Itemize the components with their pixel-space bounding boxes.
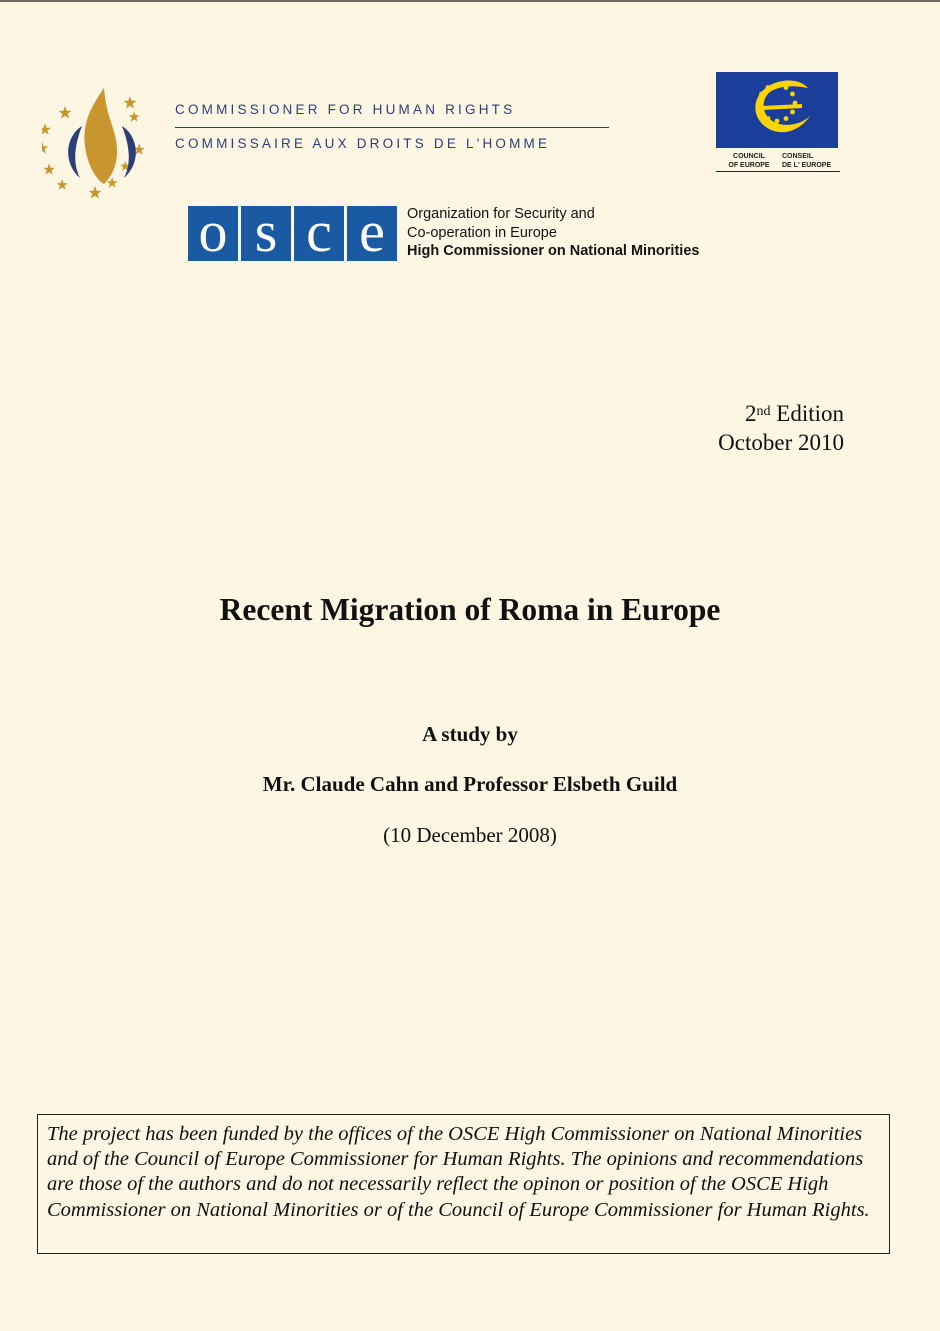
commissioner-flame-logo-icon [42, 84, 160, 202]
council-caption-fr: CONSEIL DE L' EUROPE [782, 153, 832, 169]
council-caption-underline [716, 171, 840, 172]
edition-block [718, 399, 844, 457]
council-of-europe-star-circle-icon [716, 72, 838, 148]
funding-disclaimer-box [37, 1114, 890, 1254]
top-border [0, 0, 940, 2]
edition-date: October 2010 [718, 430, 844, 455]
osce-letter-e: e [347, 206, 397, 261]
council-e-bar-shape [762, 104, 802, 110]
council-of-europe-flag [716, 72, 838, 148]
osce-logo [188, 199, 397, 264]
commissioner-title-fr: COMMISSAIRE AUX DROITS DE L'HOMME [175, 136, 551, 151]
edition-number: 2 [745, 401, 757, 426]
blue-right-wing-shape [122, 126, 136, 178]
osce-name-line-1: Organization for Security and [407, 206, 595, 222]
council-caption-en: COUNCIL OF EUROPE [728, 153, 770, 169]
commissioner-title-en: COMMISSIONER FOR HUMAN RIGHTS [175, 102, 516, 117]
osce-hcnm-line: High Commissioner on National Minorities [407, 243, 700, 259]
edition-label: Edition [770, 401, 844, 426]
authors: Mr. Claude Cahn and Professor Elsbeth Guild [262, 772, 678, 796]
study-label: A study by [422, 722, 518, 746]
document-title: Recent Migration of Roma in Europe [219, 592, 721, 627]
gold-flame-shape [84, 88, 117, 184]
commissioner-divider [175, 127, 609, 128]
edition-suffix: nd [756, 404, 771, 419]
council-of-europe-logo [716, 72, 840, 174]
osce-letter-o: o [188, 206, 238, 261]
blue-left-wing-shape [68, 126, 82, 178]
osce-letter-c: c [294, 206, 344, 261]
study-date: (10 December 2008) [383, 823, 557, 847]
funding-disclaimer-text: The project has been funded by the offices of the OSCE High Commissioner on National Minorities and of the Council of Europe Commissioner for Human Rights. The opinions and recommendations are those of the authors and do not necessarily reflect the opinon or position of the OSCE High Commissioner on National Minorities or of the Council of Europe Commissioner for Human Rights. [47, 1123, 870, 1221]
osce-letter-s: s [241, 206, 291, 261]
edition-line [718, 399, 844, 428]
osce-organization-name [407, 205, 699, 261]
osce-name-line-2: Co-operation in Europe [407, 224, 557, 241]
